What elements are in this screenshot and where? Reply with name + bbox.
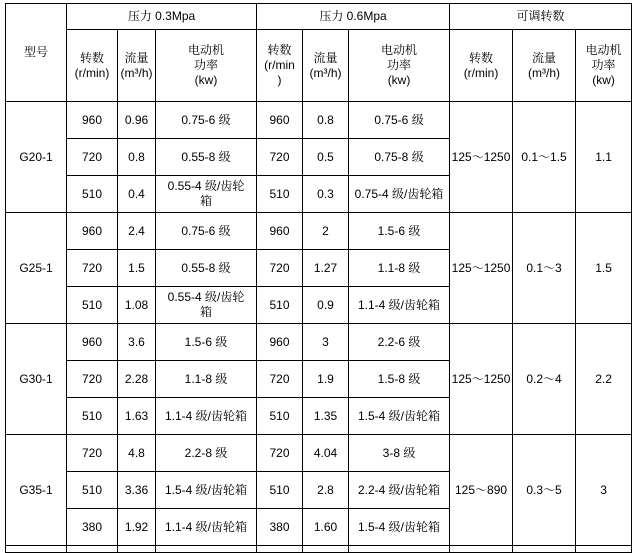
header-adjustable: 可调转数 bbox=[450, 4, 632, 30]
speed-p1-cell: 960 bbox=[67, 102, 118, 139]
spec-body bbox=[6, 102, 632, 553]
motor-p2-cell: 0.75-6 级 bbox=[349, 102, 450, 139]
flow-p2-cell: 0.3 bbox=[303, 176, 349, 213]
speed-p2-cell: 720 bbox=[257, 361, 303, 398]
motor-p2-cell: 1.1-4 级/齿轮箱 bbox=[349, 287, 450, 324]
flow-p2-cell: 2.8 bbox=[303, 472, 349, 509]
table-row bbox=[6, 435, 632, 472]
header-motor-p2: 电动机 功率 (kw) bbox=[349, 30, 450, 102]
motor-p2-cell: 1.1-8 级 bbox=[349, 250, 450, 287]
motor-p2-cell: 2.2-4 级/齿轮箱 bbox=[349, 472, 450, 509]
adj-power-cell: 3 bbox=[576, 435, 632, 546]
flow-p2-cell: 1.27 bbox=[303, 250, 349, 287]
adj-speed-cell: 125～1250 bbox=[450, 102, 513, 213]
speed-p2-cell: 960 bbox=[257, 213, 303, 250]
motor-p2-cell: 2.2-6 级 bbox=[349, 324, 450, 361]
flow-p2-cell: 1.60 bbox=[303, 509, 349, 546]
motor-p1-cell: 1.1-4 级/齿轮箱 bbox=[156, 398, 257, 435]
motor-p2-cell: 1.5-4 级/齿轮箱 bbox=[349, 398, 450, 435]
motor-p1-cell: 1.5-6 级 bbox=[156, 324, 257, 361]
flow-p2-cell: 4.04 bbox=[303, 435, 349, 472]
header-motor-p1: 电动机 功率 (kw) bbox=[156, 30, 257, 102]
adj-flow-cell: 0.1～1.5 bbox=[513, 102, 576, 213]
cropped-cell bbox=[118, 546, 156, 553]
flow-p1-cell: 2.4 bbox=[118, 213, 156, 250]
speed-p1-cell: 510 bbox=[67, 287, 118, 324]
motor-p2-cell: 0.75-8 级 bbox=[349, 139, 450, 176]
speed-p2-cell: 720 bbox=[257, 139, 303, 176]
header-flow-p2: 流量 (m³/h) bbox=[303, 30, 349, 102]
cropped-cell bbox=[513, 546, 576, 553]
speed-p1-cell: 720 bbox=[67, 250, 118, 287]
motor-p1-cell: 0.55-4 级/齿轮 箱 bbox=[156, 287, 257, 324]
motor-p1-cell: 0.55-4 级/齿轮 箱 bbox=[156, 176, 257, 213]
cropped-cell bbox=[303, 546, 349, 553]
flow-p1-cell: 1.92 bbox=[118, 509, 156, 546]
flow-p2-cell: 1.9 bbox=[303, 361, 349, 398]
motor-p1-cell: 0.75-6 级 bbox=[156, 102, 257, 139]
speed-p1-cell: 720 bbox=[67, 361, 118, 398]
header-pressure-03: 压力 0.3Mpa bbox=[67, 4, 257, 30]
flow-p2-cell: 2 bbox=[303, 213, 349, 250]
flow-p1-cell: 3.36 bbox=[118, 472, 156, 509]
header-pressure-06: 压力 0.6Mpa bbox=[257, 4, 450, 30]
adj-speed-cell: 125～1250 bbox=[450, 213, 513, 324]
cropped-cell bbox=[349, 546, 450, 553]
speed-p2-cell: 960 bbox=[257, 324, 303, 361]
motor-p2-cell: 1.5-4 级/齿轮箱 bbox=[349, 509, 450, 546]
motor-p2-cell: 1.5-8 级 bbox=[349, 361, 450, 398]
adj-power-cell: 1.1 bbox=[576, 102, 632, 213]
flow-p1-cell: 3.6 bbox=[118, 324, 156, 361]
table-row bbox=[6, 213, 632, 250]
motor-p1-cell: 0.55-8 级 bbox=[156, 139, 257, 176]
adj-power-cell: 1.5 bbox=[576, 213, 632, 324]
speed-p2-cell: 960 bbox=[257, 102, 303, 139]
speed-p2-cell: 720 bbox=[257, 435, 303, 472]
adj-speed-cell: 125～890 bbox=[450, 435, 513, 546]
flow-p1-cell: 0.4 bbox=[118, 176, 156, 213]
table-row bbox=[6, 324, 632, 361]
speed-p2-cell: 510 bbox=[257, 176, 303, 213]
motor-p1-cell: 0.55-8 级 bbox=[156, 250, 257, 287]
cropped-cell bbox=[450, 546, 513, 553]
table-row bbox=[6, 102, 632, 139]
flow-p1-cell: 4.8 bbox=[118, 435, 156, 472]
flow-p1-cell: 1.5 bbox=[118, 250, 156, 287]
model-cell: G30-1 bbox=[6, 324, 67, 435]
cropped-cell bbox=[156, 546, 257, 553]
speed-p2-cell: 380 bbox=[257, 509, 303, 546]
flow-p1-cell: 1.08 bbox=[118, 287, 156, 324]
adj-power-cell: 2.2 bbox=[576, 324, 632, 435]
motor-p2-cell: 1.5-6 级 bbox=[349, 213, 450, 250]
motor-p1-cell: 2.2-8 级 bbox=[156, 435, 257, 472]
speed-p1-cell: 720 bbox=[67, 139, 118, 176]
motor-p1-cell: 1.5-4 级/齿轮箱 bbox=[156, 472, 257, 509]
header-adj-flow: 流量 (m³/h) bbox=[513, 30, 576, 102]
cropped-cell bbox=[6, 546, 67, 553]
flow-p2-cell: 1.35 bbox=[303, 398, 349, 435]
model-cell: G20-1 bbox=[6, 102, 67, 213]
flow-p1-cell: 0.96 bbox=[118, 102, 156, 139]
speed-p1-cell: 510 bbox=[67, 472, 118, 509]
model-cell: G25-1 bbox=[6, 213, 67, 324]
adj-speed-cell: 125～1250 bbox=[450, 324, 513, 435]
motor-p2-cell: 0.75-4 级/齿轮箱 bbox=[349, 176, 450, 213]
motor-p2-cell: 3-8 级 bbox=[349, 435, 450, 472]
adj-flow-cell: 0.1～3 bbox=[513, 213, 576, 324]
cropped-cell bbox=[576, 546, 632, 553]
speed-p1-cell: 380 bbox=[67, 509, 118, 546]
adj-flow-cell: 0.2～4 bbox=[513, 324, 576, 435]
flow-p1-cell: 2.28 bbox=[118, 361, 156, 398]
header-speed-p1: 转数 (r/min) bbox=[67, 30, 118, 102]
header-adj-speed: 转数 (r/min) bbox=[450, 30, 513, 102]
flow-p2-cell: 3 bbox=[303, 324, 349, 361]
adj-flow-cell: 0.3～5 bbox=[513, 435, 576, 546]
speed-p1-cell: 510 bbox=[67, 176, 118, 213]
speed-p2-cell: 510 bbox=[257, 398, 303, 435]
header-speed-p2: 转数 (r/min ) bbox=[257, 30, 303, 102]
speed-p2-cell: 510 bbox=[257, 472, 303, 509]
motor-p1-cell: 1.1-8 级 bbox=[156, 361, 257, 398]
flow-p2-cell: 0.9 bbox=[303, 287, 349, 324]
speed-p2-cell: 720 bbox=[257, 250, 303, 287]
speed-p1-cell: 960 bbox=[67, 213, 118, 250]
header-model: 型号 bbox=[6, 4, 67, 102]
flow-p2-cell: 0.8 bbox=[303, 102, 349, 139]
flow-p2-cell: 0.5 bbox=[303, 139, 349, 176]
speed-p1-cell: 720 bbox=[67, 435, 118, 472]
model-cell: G35-1 bbox=[6, 435, 67, 546]
speed-p1-cell: 510 bbox=[67, 398, 118, 435]
pump-spec-table bbox=[5, 3, 632, 553]
motor-p1-cell: 1.1-4 级/齿轮箱 bbox=[156, 509, 257, 546]
header-adj-motor: 电动机 功率 (kw) bbox=[576, 30, 632, 102]
speed-p2-cell: 510 bbox=[257, 287, 303, 324]
cropped-cell bbox=[67, 546, 118, 553]
header-flow-p1: 流量 (m³/h) bbox=[118, 30, 156, 102]
cropped-cell bbox=[257, 546, 303, 553]
flow-p1-cell: 1.63 bbox=[118, 398, 156, 435]
speed-p1-cell: 960 bbox=[67, 324, 118, 361]
motor-p1-cell: 0.75-6 级 bbox=[156, 213, 257, 250]
flow-p1-cell: 0.8 bbox=[118, 139, 156, 176]
cropped-row bbox=[6, 546, 632, 553]
